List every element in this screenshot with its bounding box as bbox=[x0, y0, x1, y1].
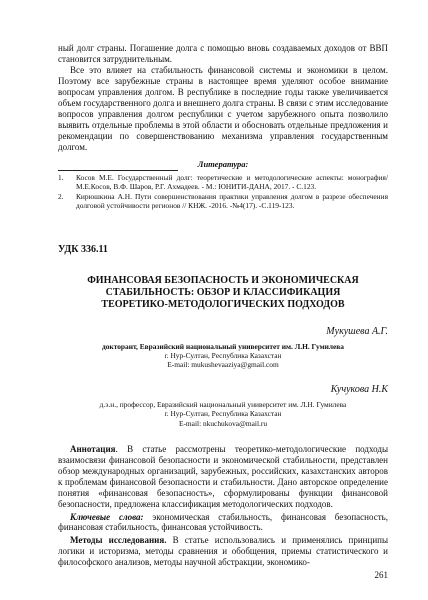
author-email: E-mail: mukushevaaziya@gmail.com bbox=[167, 360, 279, 370]
intro-section bbox=[58, 0, 388, 153]
abstract-text: . В статье рассмотрены теоретико-методологические подходы взаимосвязи финансовой безопасности и экономической стабильности, представлен обзор международных организаций, зарубежных, российских, казахстанских авторов к проблемам финансовой безопасности и стабильности. Дано авторское определение понятия «финансовая безопасность», сформулированы функции финансовой безопасности, предложена классификация методологических подходов. bbox=[58, 444, 388, 509]
author-city: г. Нур-Султан, Республика Казахстан bbox=[164, 409, 282, 419]
author-affiliation: д.э.н., профессор, Евразийский национальный университет им. Л.Н. Гумилева bbox=[99, 399, 347, 409]
reference-number: 2. bbox=[58, 191, 64, 201]
methods-paragraph bbox=[58, 535, 388, 568]
reference-item bbox=[58, 192, 388, 211]
methods-text: В статье использовались и применялись принципы логики и историзма, методы сравнения и обобщения, приемы статистического и философского анализов, методы научной абстракции, экономико- bbox=[58, 535, 388, 568]
title-line: СТАБИЛЬНОСТЬ: ОБЗОР И КЛАССИФИКАЦИЯ bbox=[105, 286, 341, 298]
reference-list bbox=[58, 173, 388, 211]
author-block bbox=[58, 326, 388, 370]
paragraph-continuation: ный долг страны. Погашение долга с помощью вновь создаваемых доходов от ВВП становится затруднительным. bbox=[58, 43, 388, 64]
literature-title: Литература: bbox=[197, 159, 249, 169]
keywords-label: Ключевые слова: bbox=[70, 511, 144, 522]
author-email: E-mail: nkuchukova@mail.ru bbox=[178, 418, 268, 428]
author-city: г. Нур-Султан, Республика Казахстан bbox=[164, 351, 282, 361]
title-line: ТЕОРЕТИКО-МЕТОДОЛОГИЧЕСКИХ ПОДХОДОВ bbox=[101, 298, 345, 310]
abstract-label: Аннотация bbox=[70, 444, 116, 455]
keywords-paragraph bbox=[58, 512, 388, 534]
page-number: 261 bbox=[374, 570, 388, 580]
author-affiliation: докторант, Евразийский национальный университет им. Л.Н. Гумилева bbox=[102, 341, 344, 351]
methods-label: Методы исследования. bbox=[70, 535, 167, 546]
abstract-paragraph bbox=[58, 444, 388, 509]
reference-text: Кирюшкина А.Н. Пути совершенствования практики управления долгом в разрезе обеспечения долговой устойчивости регионов // КНЖ. -2016. -№4(17). -С.119-123. bbox=[76, 191, 388, 211]
reference-number: 1. bbox=[58, 173, 64, 182]
author-block bbox=[58, 384, 388, 428]
title-line: ФИНАНСОВАЯ БЕЗОПАСНОСТЬ И ЭКОНОМИЧЕСКАЯ bbox=[87, 274, 359, 286]
article-title bbox=[58, 275, 388, 311]
paragraph-debt: Все это влияет на стабильность финансовой системы и экономики в целом. Поэтому все зарубежные страны в настоящее время уделяют особое внимание вопросам управления долгом. В республике в последние годы также увеличивается объем государственного долга и внешнего долга страны. В связи с этим исследование вопросов управления долгом республики с учетом зарубежного опыта позволило выявить отдельные проблемы в этой области и обосновать отдельные предложения и рекомендации по совершенствованию механизма управления государственным долгом. bbox=[58, 65, 388, 152]
reference-item bbox=[58, 173, 388, 192]
udk-code: УДК 336.11 bbox=[58, 243, 108, 255]
author-name: Кучукова Н.К bbox=[330, 383, 388, 395]
author-name: Мукушева А.Г. bbox=[326, 325, 388, 337]
literature-divider bbox=[58, 170, 178, 171]
reference-text: Косов М.Е. Государственный долг: теоретические и методологические аспекты: монография/М.Е.Косов, В.Ф. Шаров, Р.Г. Ахмадеев. - М.: ЮНИТИ-ДАНА, 2017. - С.123. bbox=[76, 173, 388, 192]
keywords-text: экономическая стабильность, финансовая безопасность, финансовая стабильность, финансовая устойчивость. bbox=[58, 511, 388, 533]
